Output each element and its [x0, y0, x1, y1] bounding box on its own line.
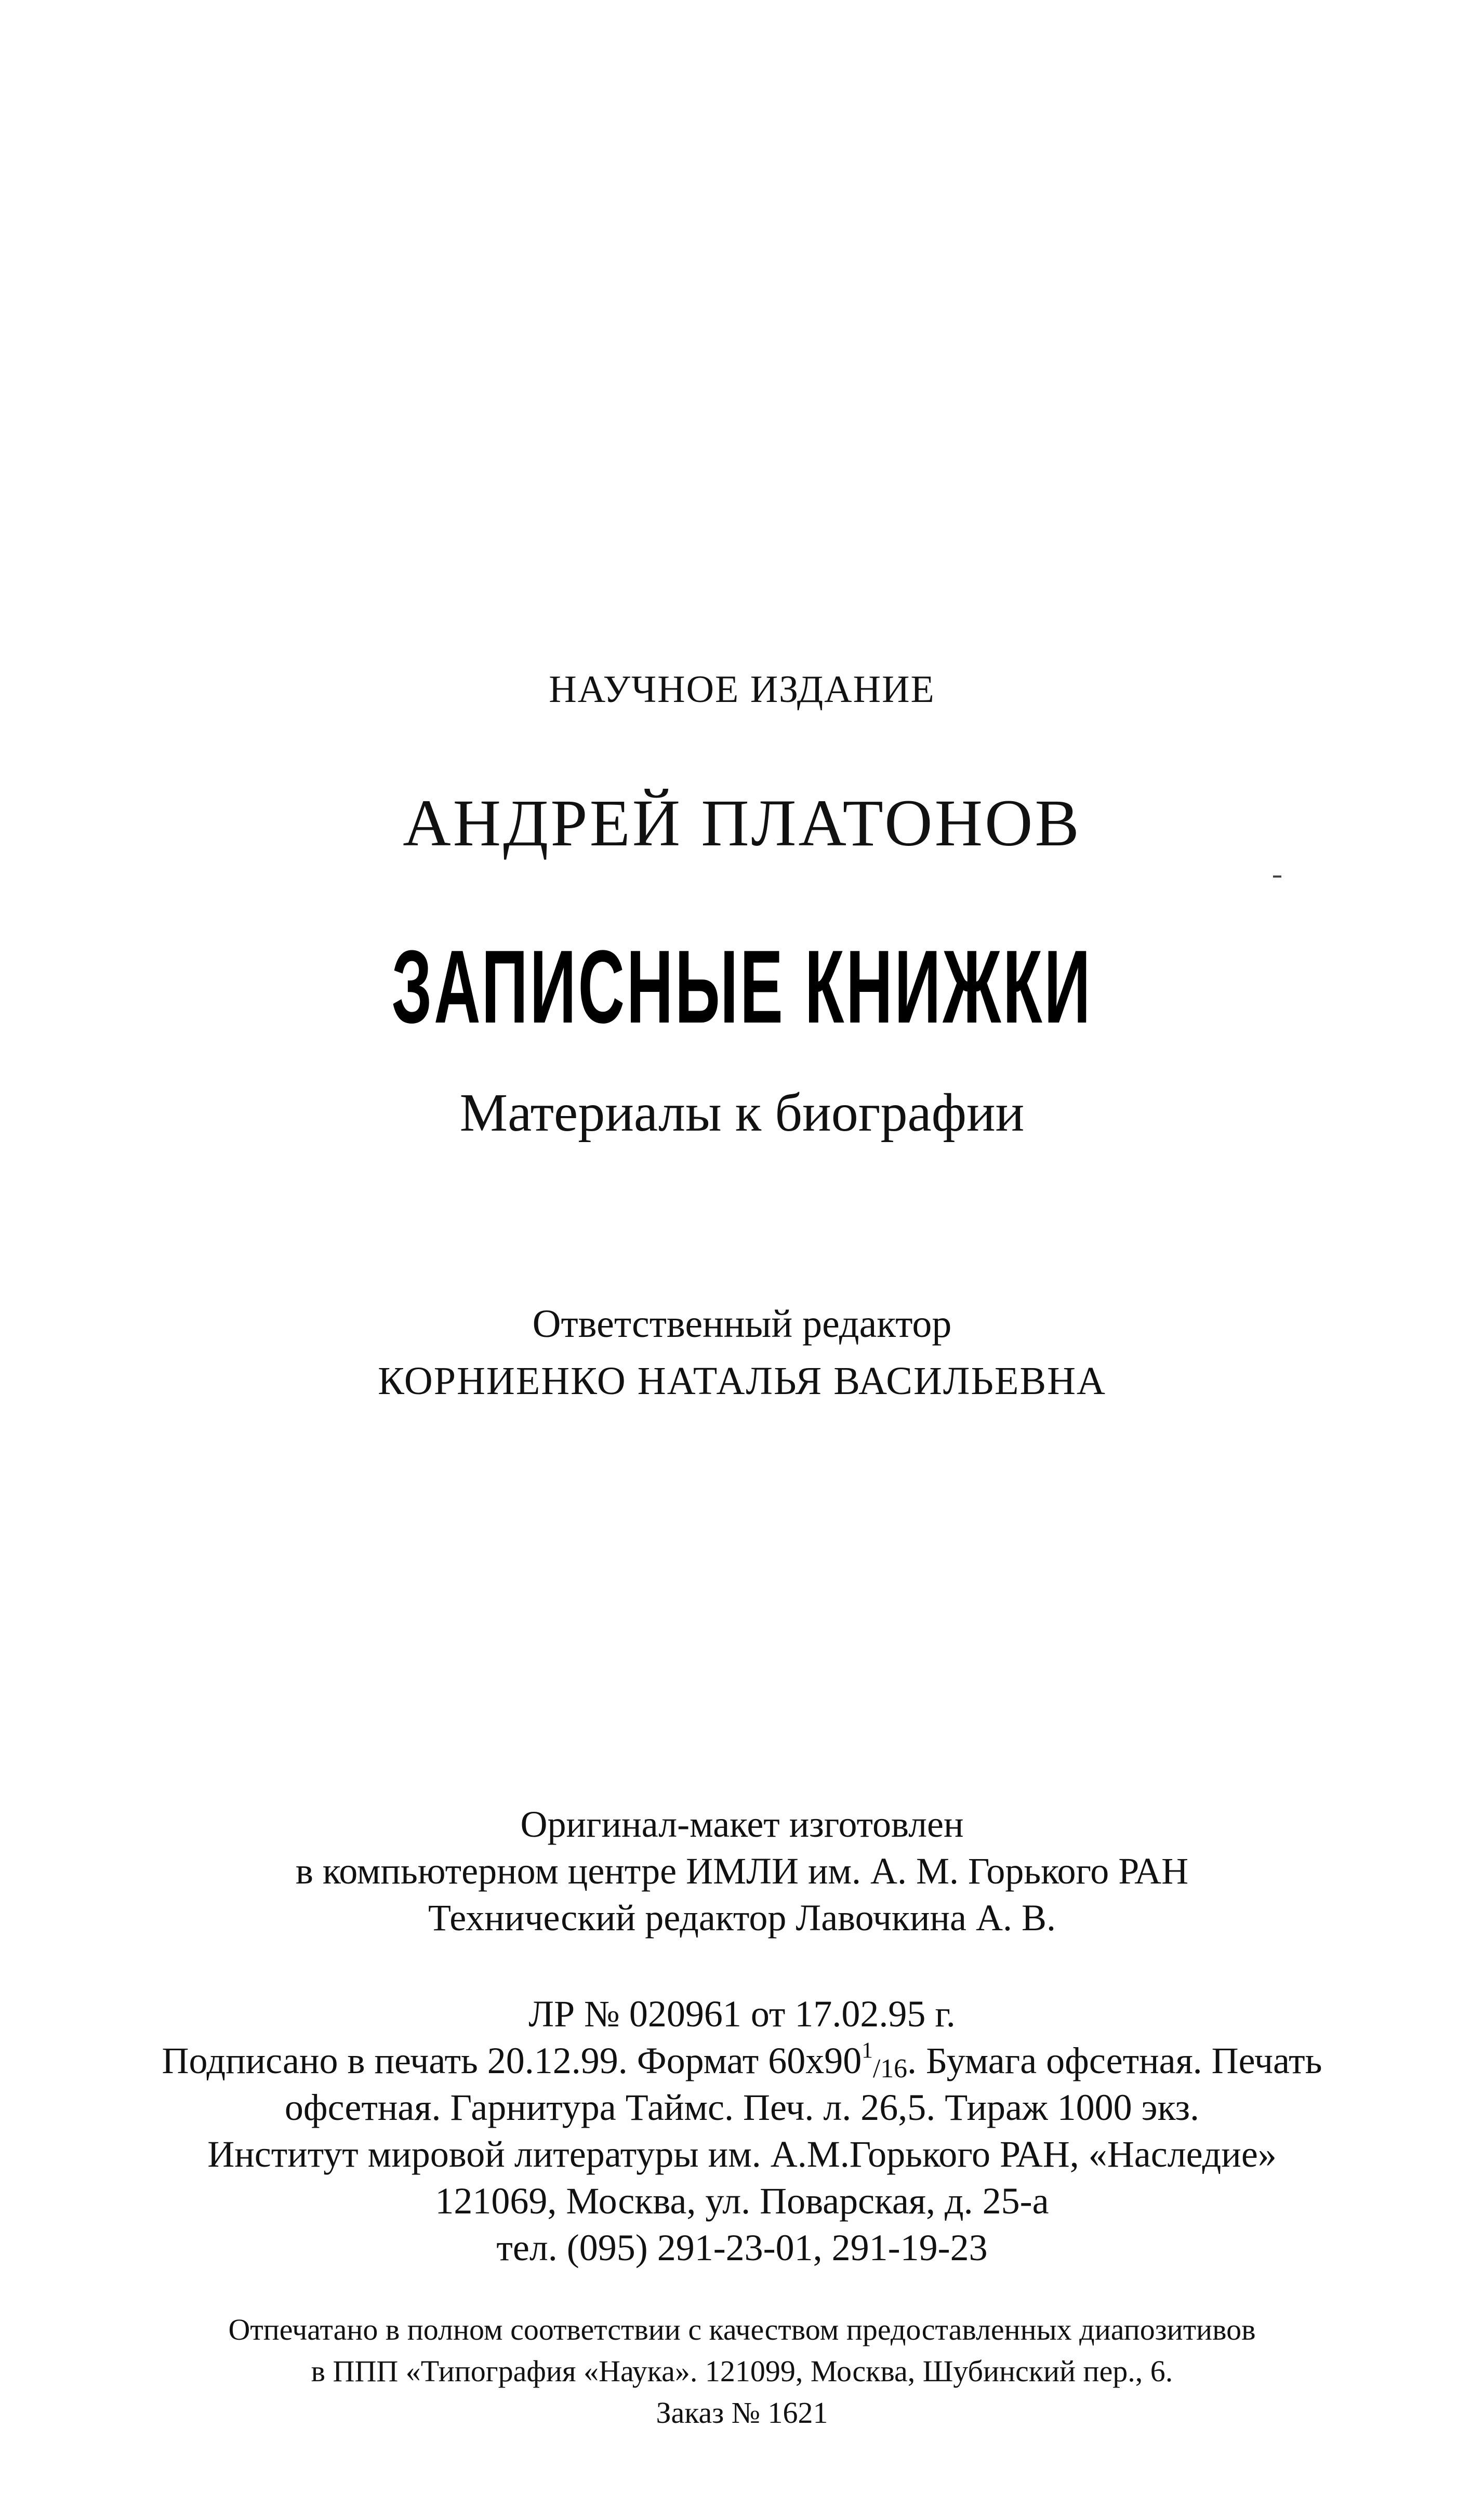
license-line: ЛР № 020961 от 17.02.95 г.: [528, 1993, 956, 2035]
signed-suffix: . Бумага офсетная. Печать: [907, 2040, 1322, 2081]
imprint-line-tech-editor: Технический редактор Лавочкина А. В.: [428, 1897, 1056, 1939]
phone-line: тел. (095) 291-23-01, 291-19-23: [496, 2227, 988, 2269]
print-speck: [1273, 875, 1281, 878]
order-number-line: Заказ № 1621: [656, 2396, 828, 2430]
imprint-line-layout: Оригинал-макет изготовлен: [520, 1803, 964, 1845]
format-superscript: 1: [862, 2038, 873, 2063]
printing-note-line: Отпечатано в полном соответствии с качеством предоставленных диапозитивов: [228, 2313, 1256, 2346]
format-subscript: /16: [872, 2053, 908, 2084]
book-subtitle: Материалы к биографии: [459, 1083, 1025, 1143]
series-label: НАУЧНОЕ ИЗДАНИЕ: [549, 668, 935, 711]
editor-name: КОРНИЕНКО НАТАЛЬЯ ВАСИЛЬЕВНА: [378, 1359, 1106, 1403]
editor-label: Ответственный редактор: [532, 1302, 952, 1346]
signed-prefix: Подписано в печать 20.12.99. Формат 60х90: [162, 2040, 862, 2081]
institute-line: Институт мировой литературы им. А.М.Горького РАН, «Наследие»: [207, 2133, 1277, 2175]
address-line: 121069, Москва, ул. Поварская, д. 25-а: [435, 2180, 1049, 2222]
author-name: АНДРЕЙ ПЛАТОНОВ: [403, 786, 1081, 860]
printer-address-line: в ППП «Типография «Наука». 121099, Москва, Шубинский пер., 6.: [311, 2354, 1173, 2388]
print-specs-line: офсетная. Гарнитура Таймс. Печ. л. 26,5. Тираж 1000 экз.: [284, 2087, 1200, 2128]
signed-for-print-line: [0, 2038, 1484, 2084]
imprint-line-center: в компьютерном центре ИМЛИ им. А. М. Горького РАН: [295, 1850, 1189, 1892]
book-title: ЗАПИСНЫЕ КНИЖКИ: [391, 929, 1093, 1045]
